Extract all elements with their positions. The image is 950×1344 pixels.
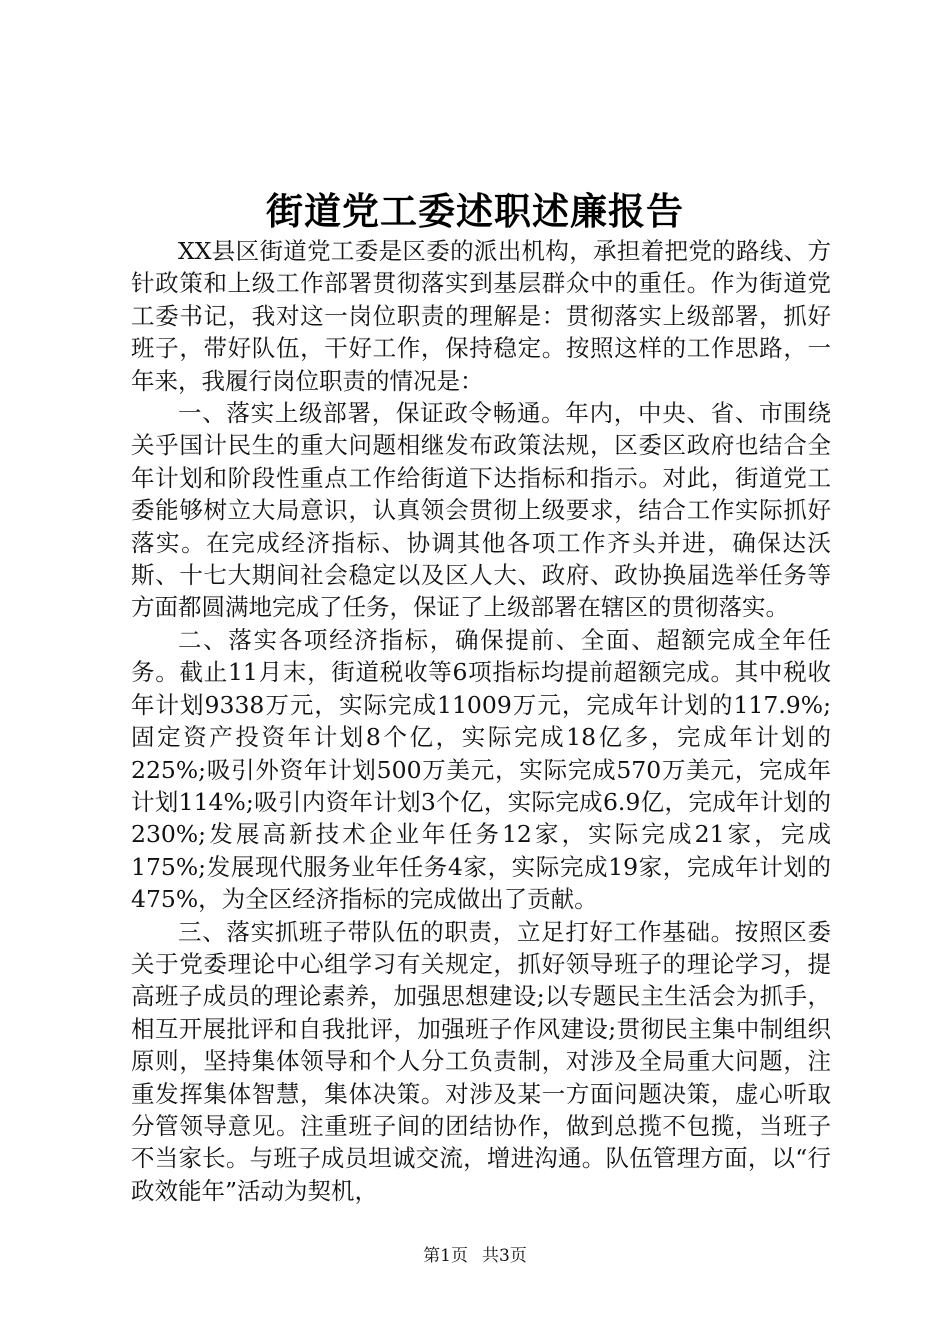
document-title: 街道党工委述职述廉报告	[266, 189, 684, 233]
document-body	[131, 235, 831, 1207]
page-footer	[0, 1245, 950, 1267]
paragraph-section-2: 二、落实各项经济指标，确保提前、全面、超额完成全年任务。截止11月末，街道税收等6项指标均提前超额完成。其中税收年计划9338万元，实际完成11009万元，完成年计划的117.9%;固定资产投资年计划8个亿，实际完成18亿多，完成年计划的225%;吸引外资年计划500万美元，实际完成570万美元，完成年计划114%;吸引内资年计划3个亿，实际完成6.9亿，完成年计划的230%;发展高新技术企业年任务12家，实际完成21家，完成175%;发展现代服务业年任务4家，实际完成19家，完成年计划的475%，为全区经济指标的完成做出了贡献。	[131, 625, 831, 914]
page-number: 第1页	[423, 1246, 468, 1266]
page-total: 共3页	[482, 1246, 527, 1266]
paragraph-intro: XX县区街道党工委是区委的派出机构，承担着把党的路线、方针政策和上级工作部署贯彻落实到基层群众中的重任。作为街道党工委书记，我对这一岗位职责的理解是：贯彻落实上级部署，抓好班子，带好队伍，干好工作，保持稳定。按照这样的工作思路，一年来，我履行岗位职责的情况是：	[131, 237, 831, 395]
paragraph-section-1: 一、落实上级部署，保证政令畅通。年内，中央、省、市围绕关乎国计民生的重大问题相继发布政策法规，区委区政府也结合全年计划和阶段性重点工作给街道下达指标和指示。对此，街道党工委能够树立大局意识，认真领会贯彻上级要求，结合工作实际抓好落实。在完成经济指标、协调其他各项工作齐头并进，确保达沃斯、十七大期间社会稳定以及区人大、政府、政协换届选举任务等方面都圆满地完成了任务，保证了上级部署在辖区的贯彻落实。	[131, 399, 831, 622]
paragraph-section-3: 三、落实抓班子带队伍的职责，立足打好工作基础。按照区委关于党委理论中心组学习有关规定，抓好领导班子的理论学习，提高班子成员的理论素养，加强思想建设;以专题民主生活会为抓手，相互开展批评和自我批评，加强班子作风建设;贯彻民主集中制组织原则，坚持集体领导和个人分工负责制，对涉及全局重大问题，注重发挥集体智慧，集体决策。对涉及某一方面问题决策，虚心听取分管领导意见。注重班子间的团结协作，做到总揽不包揽，当班子不当家长。与班子成员坦诚交流，增进沟通。队伍管理方面，以“行政效能年”活动为契机，	[131, 917, 831, 1205]
